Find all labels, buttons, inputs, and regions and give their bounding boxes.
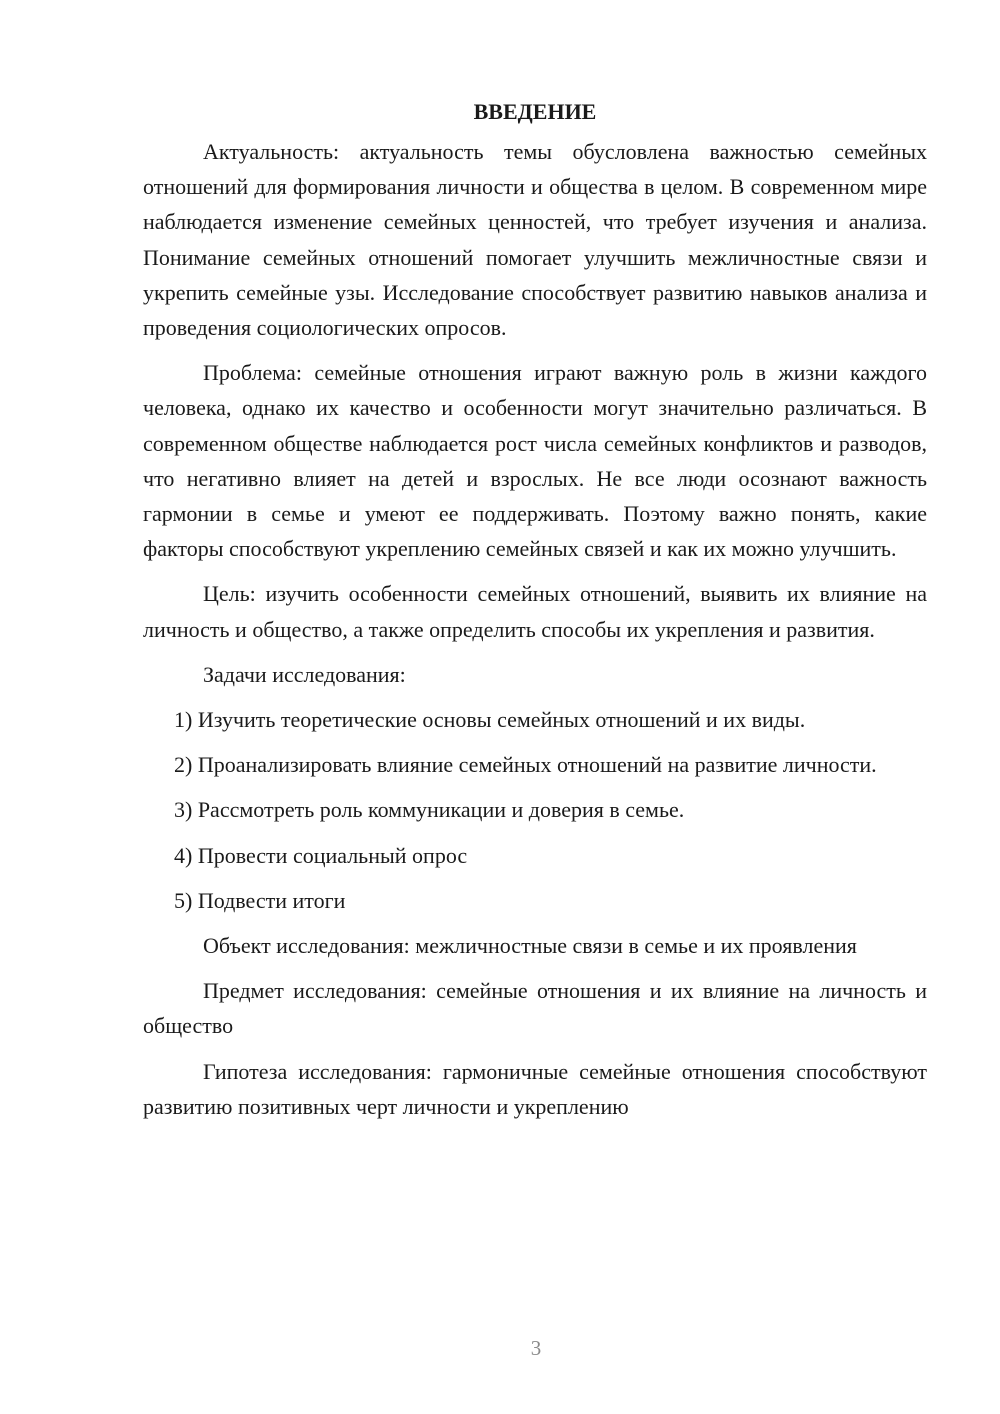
hypothesis-paragraph: Гипотеза исследования: гармоничные семейные отношения способствуют развитию позитивных черт личности и укреплению <box>143 1058 927 1119</box>
relevance-paragraph: Актуальность: актуальность темы обусловлена важностью семейных отношений для формирования личности и общества в целом. В современном мире наблюдается изменение семейных ценностей, что требует изучения и анализа. Понимание семейных отношений помогает улучшить межличностные связи и укрепить семейные узы. Исследование способствует развитию навыков анализа и проведения социологических опросов. <box>143 139 927 341</box>
task-item: 2) Проанализировать влияние семейных отношений на развитие личности. <box>174 752 877 778</box>
problem-paragraph: Проблема: семейные отношения играют важную роль в жизни каждого человека, однако их качество и особенности могут значительно различаться. В современном обществе наблюдается рост числа семейных конфликтов и разводов, что негативно влияет на детей и взрослых. Не все люди осознают важность гармонии в семье и умеют ее поддерживать. Поэтому важно понять, какие факторы способствуют укреплению семейных связей и как их можно улучшить. <box>143 360 927 562</box>
task-item: 4) Провести социальный опрос <box>174 842 468 868</box>
page-number: 3 <box>530 1336 542 1360</box>
task-item: 1) Изучить теоретические основы семейных отношений и их виды. <box>174 707 806 733</box>
subject-paragraph: Предмет исследования: семейные отношения и их влияние на личность и общество <box>143 978 927 1039</box>
task-item: 3) Рассмотреть роль коммуникации и доверия в семье. <box>174 797 685 823</box>
document-body <box>143 96 927 1134</box>
object-paragraph: Объект исследования: межличностные связи в семье и их проявления <box>203 933 857 959</box>
tasks-heading: Задачи исследования: <box>203 661 406 687</box>
goal-paragraph: Цель: изучить особенности семейных отношений, выявить их влияние на личность и общество, а также определить способы их укрепления и развития. <box>143 581 927 642</box>
task-item: 5) Подвести итоги <box>174 887 346 913</box>
section-heading: ВВЕДЕНИЕ <box>473 99 597 124</box>
